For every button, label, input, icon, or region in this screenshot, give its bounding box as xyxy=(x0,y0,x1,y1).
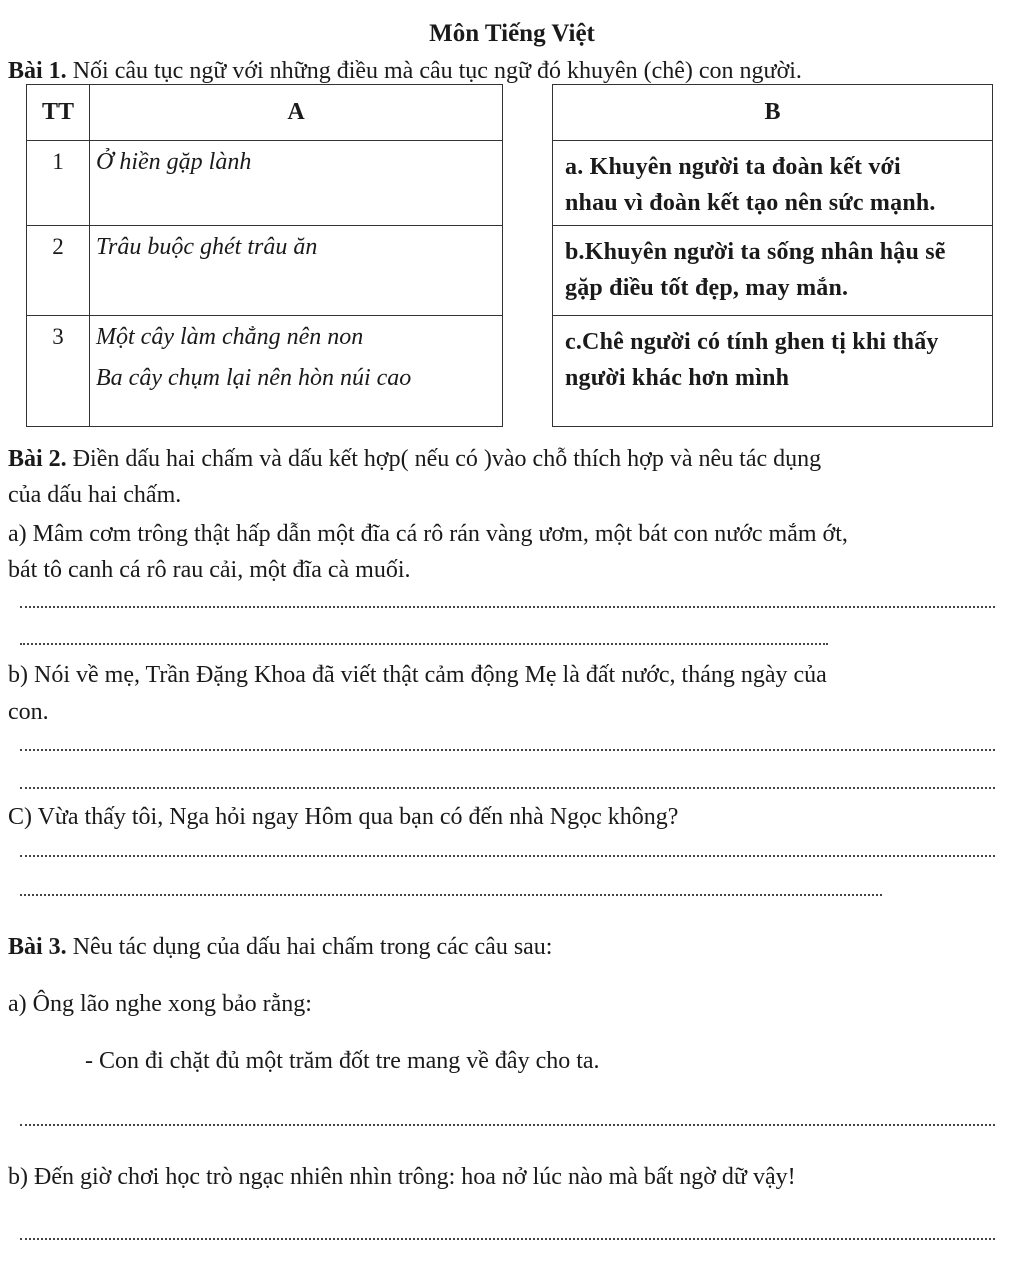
bai2-a-line-2: bát tô canh cá rô rau cải, một đĩa cà muối. xyxy=(8,557,411,583)
bai1-label: Bài 1. xyxy=(8,58,67,84)
table-row xyxy=(27,141,503,226)
row-number: 1 xyxy=(27,141,90,226)
answer-line[interactable] xyxy=(20,894,882,896)
bai2-text-1: Điền dấu hai chấm và dấu kết hợp( nếu có )vào chỗ thích hợp và nêu tác dụng xyxy=(72,446,822,472)
bai3-a-line-1: a) Ông lão nghe xong bảo rằng: xyxy=(8,991,312,1017)
meaning-text: nhau vì đoàn kết tạo nên sức mạnh. xyxy=(565,190,936,216)
header-b: B xyxy=(553,85,993,141)
bai3-text: Nêu tác dụng của dấu hai chấm trong các câu sau: xyxy=(72,934,553,960)
bai2-a-line-1: a) Mâm cơm trông thật hấp dẫn một đĩa cá rô rán vàng ươm, một bát con nước mắm ớt, xyxy=(8,521,848,547)
table-b xyxy=(552,84,993,427)
bai2-prompt xyxy=(8,446,821,473)
proverb-text: Ở hiền gặp lành xyxy=(96,149,252,175)
row-number: 3 xyxy=(27,316,90,427)
answer-line[interactable] xyxy=(20,606,995,608)
row-number: 2 xyxy=(27,226,90,316)
answer-line[interactable] xyxy=(20,1124,995,1126)
table-a xyxy=(26,84,503,427)
answer-line[interactable] xyxy=(20,855,995,857)
answer-line[interactable] xyxy=(20,643,828,645)
bai3-label: Bài 3. xyxy=(8,934,67,960)
bai2-label: Bài 2. xyxy=(8,446,67,472)
proverb-text: Một cây làm chẳng nên non xyxy=(96,324,364,350)
header-tt: TT xyxy=(27,85,90,141)
table-row xyxy=(553,141,993,226)
bai2-c-line-1: C) Vừa thấy tôi, Nga hỏi ngay Hôm qua bạn có đến nhà Ngọc không? xyxy=(8,804,679,830)
proverb-text: Trâu buộc ghét trâu ăn xyxy=(96,234,318,260)
table-row xyxy=(553,226,993,316)
meaning-text: gặp điều tốt đẹp, may mắn. xyxy=(565,275,849,301)
proverb-text: Ba cây chụm lại nên hòn núi cao xyxy=(96,365,412,391)
meaning-text: b.Khuyên người ta sống nhân hậu sẽ xyxy=(565,239,946,265)
bai3-prompt xyxy=(8,934,552,961)
bai3-b-line-1: b) Đến giờ chơi học trò ngạc nhiên nhìn trông: hoa nở lúc nào mà bất ngờ dữ vậy! xyxy=(8,1164,796,1190)
bai2-text-2: của dấu hai chấm. xyxy=(8,482,182,508)
answer-line[interactable] xyxy=(20,749,995,751)
meaning-text: c.Chê người có tính ghen tị khi thấy xyxy=(565,329,939,355)
table-row xyxy=(27,226,503,316)
meaning-text: người khác hơn mình xyxy=(565,365,790,391)
meaning-text: a. Khuyên người ta đoàn kết với xyxy=(565,154,901,180)
answer-line[interactable] xyxy=(20,1238,995,1240)
bai3-a-line-2: - Con đi chặt đủ một trăm đốt tre mang về đây cho ta. xyxy=(85,1048,600,1074)
table-row xyxy=(553,316,993,427)
bai2-b-line-2: con. xyxy=(8,699,49,725)
answer-line[interactable] xyxy=(20,787,995,789)
bai1-text: Nối câu tục ngữ với những điều mà câu tục ngữ đó khuyên (chê) con người. xyxy=(72,58,802,84)
header-a: A xyxy=(90,85,503,141)
bai2-b-line-1: b) Nói về mẹ, Trần Đặng Khoa đã viết thật cảm động Mẹ là đất nước, tháng ngày của xyxy=(8,662,827,688)
page-title: Môn Tiếng Việt xyxy=(429,20,595,47)
bai1-prompt xyxy=(8,58,802,85)
table-row xyxy=(27,316,503,427)
